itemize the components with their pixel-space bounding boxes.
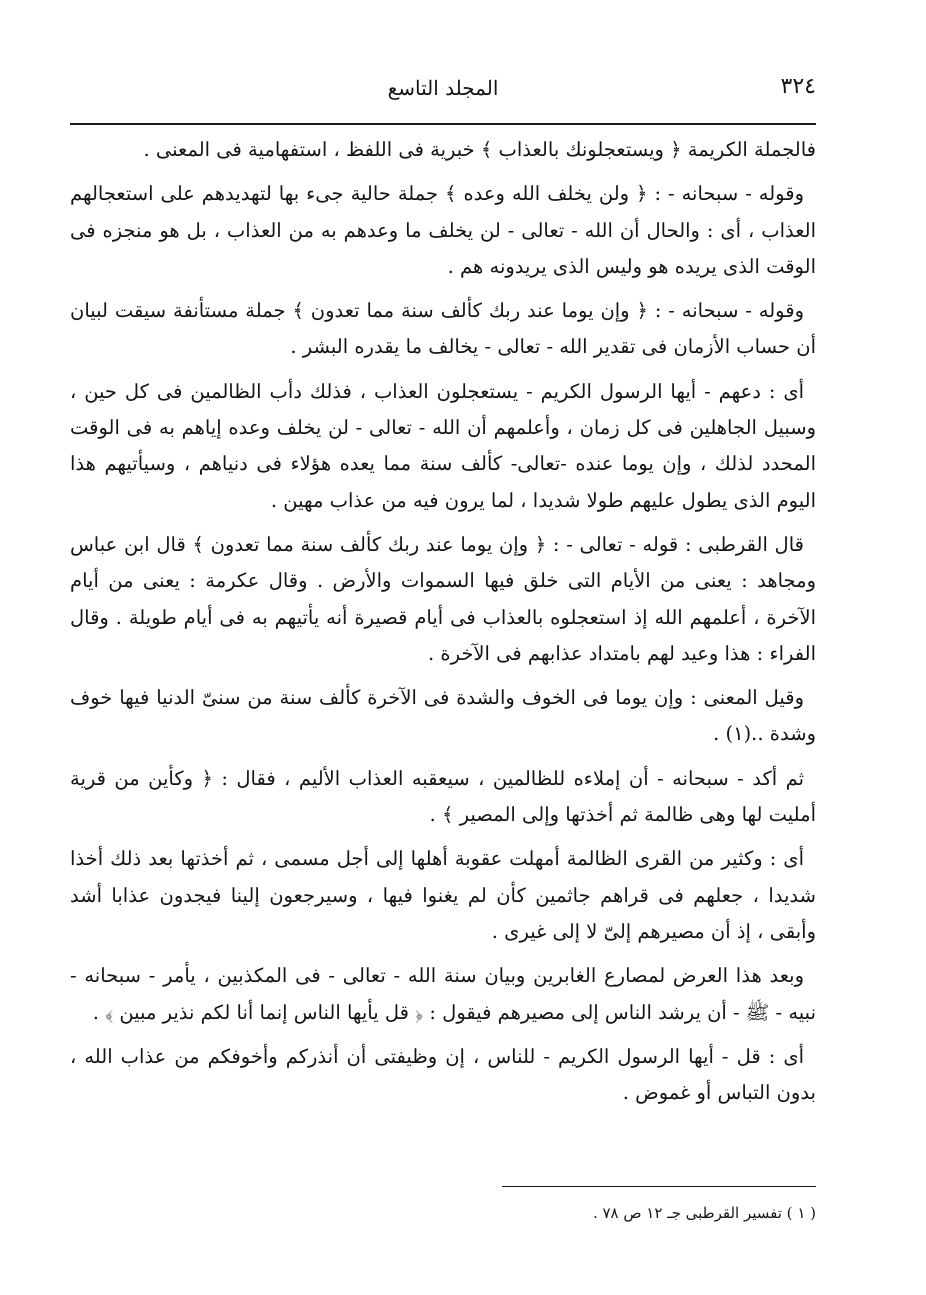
paragraph: وقوله - سبحانه - : ﴿ ولن يخلف الله وعده ﴾ جملة حالية جىء بها لتهديدهم على استعجالهم العذاب ، أى : والحال أن الله - تعالى - لن يخلف ما وعدهم به من العذاب ، بل هو منجزه فى الوقت الذى يريده هو وليس الذى يريدونه هم . (70, 182, 816, 278)
paragraph: أى : قل - أيها الرسول الكريم - للناس ، إن وظيفتى أن أنذركم وأخوفكم من عذاب الله ، بدون التباس أو غموض . (70, 1044, 816, 1105)
paragraph: وقوله - سبحانه - : ﴿ وإن يوما عند ربك كألف سنة مما تعدون ﴾ جملة مستأنفة سيقت لبيان أن حساب الأزمان فى تقدير الله - تعالى - يخالف ما يقدره البشر . (70, 299, 816, 359)
footnote: ( ١ ) تفسير القرطبى جـ ١٢ ص ٧٨ . (592, 1204, 816, 1222)
running-title: المجلد التاسع (387, 76, 499, 100)
paragraph: قال القرطبى : قوله - تعالى - : ﴿ وإن يوما عند ربك كألف سنة مما تعدون ﴾ قال ابن عباس ومجاهد : يعنى من الأيام التى خلق فيها السموات والأرض . وقال عكرمة : يعنى من أيام الآخرة ، أعلمهم الله إذ استعجلوه بالعذاب فى أيام قصيرة أنه يأتيهم به فى أيام طويلة . وقال الفراء : هذا وعيد لهم بامتداد عذابهم فى الآخرة . (70, 532, 816, 665)
footnote-divider (502, 1186, 816, 1187)
paragraph: أى : وكثير من القرى الظالمة أمهلت عقوبة أهلها إلى أجل مسمى ، ثم أخذتها بعد ذلك أخذا شديدا ، جعلهم فى قراهم جاثمين كأن لم يغنوا فيها ، وسيرجعون إلينا فيجدون عذابا أشد وأبقى ، إذ أن مصيرهم إلىّ لا إلى غيرى . (70, 847, 816, 943)
body-text (70, 132, 816, 1177)
page-header (70, 74, 816, 114)
paragraph: فالجملة الكريمة ﴿ ويستعجلونك بالعذاب ﴾ خبرية فى اللفظ ، استفهامية فى المعنى . (143, 138, 816, 161)
paragraph: أى : دعهم - أيها الرسول الكريم - يستعجلون العذاب ، فذلك دأب الظالمين فى كل حين ، وسبيل الجاهلين فى كل زمان ، وأعلمهم أن الله - تعالى - لن يخلف وعده إياهم به فى الوقت المحدد لذلك ، وإن يوما عنده -تعالى- كألف سنة مما يعده هؤلاء فى دنياهم ، وسيأتيهم هذا اليوم الذى يطول عليهم طولا شديدا ، لما يرون فيه من عذاب مهين . (70, 379, 816, 512)
paragraph: وبعد هذا العرض لمصارع الغابرين وبيان سنة الله - تعالى - فى المكذبين ، يأمر - سبحانه - نبيه - ﷺ - أن يرشد الناس إلى مصيرهم فيقول : ﴿ قل يأيها الناس إنما أنا لكم نذير مبين ﴾ . (70, 964, 816, 1024)
page-number: ٣٢٤ (780, 74, 816, 99)
paragraph: وقيل المعنى : وإن يوما فى الخوف والشدة فى الآخرة كألف سنة من سنىّ الدنيا فيها خوف وشدة ..(١) . (70, 686, 816, 746)
paragraph: ثم أكد - سبحانه - أن إملاءه للظالمين ، سيعقبه العذاب الأليم ، فقال : ﴿ وكأين من قرية أمليت لها وهى ظالمة ثم أخذتها وإلى المصير ﴾ . (70, 766, 816, 827)
header-divider (70, 123, 816, 125)
